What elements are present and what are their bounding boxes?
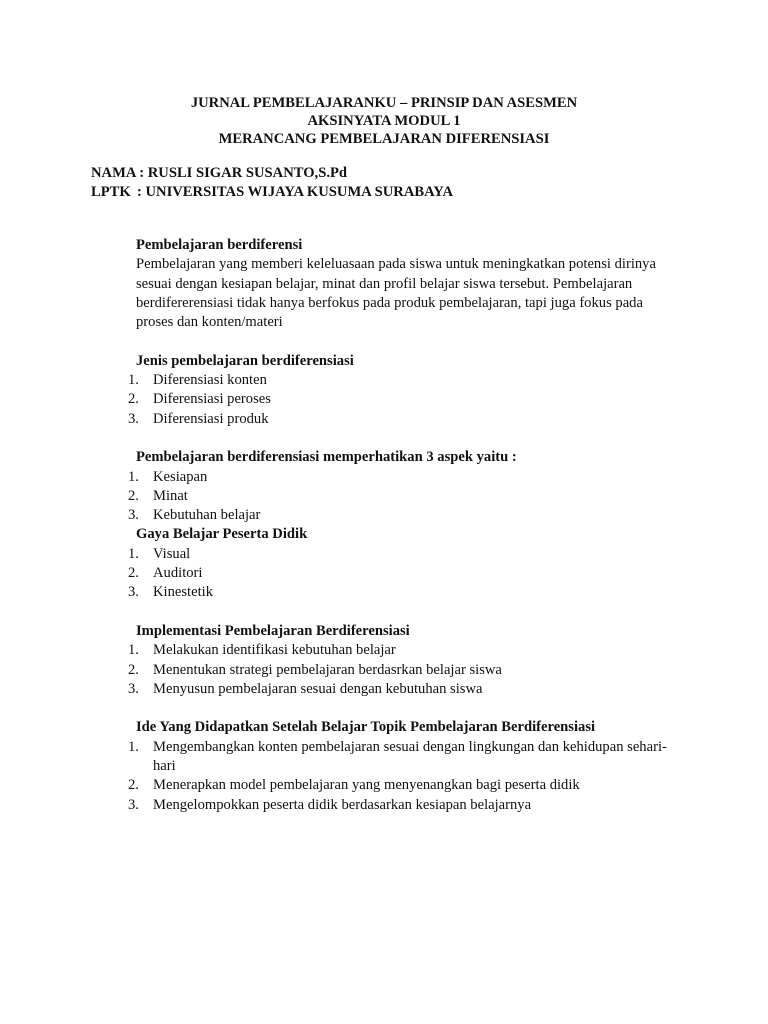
list-item: 3. Kebutuhan belajar bbox=[128, 507, 261, 524]
identity-block bbox=[91, 164, 453, 202]
list-jenis bbox=[128, 371, 681, 429]
list-aspek bbox=[128, 468, 681, 526]
title-line-3: MERANCANG PEMBELAJARAN DIFERENSIASI bbox=[218, 131, 550, 147]
title-line-2: AKSINYATA MODUL 1 bbox=[307, 113, 461, 129]
nama-label: NAMA : bbox=[91, 165, 148, 181]
document-body bbox=[128, 236, 681, 815]
list-implementasi bbox=[128, 641, 681, 699]
list-gaya bbox=[128, 545, 681, 603]
list-item: 2. Menentukan strategi pembelajaran berdasrkan belajar siswa bbox=[128, 661, 502, 678]
section-heading-implementasi: Implementasi Pembelajaran Berdiferensiasi bbox=[136, 622, 410, 639]
title-line-1: JURNAL PEMBELAJARANKU – PRINSIP DAN ASESMEN bbox=[190, 95, 578, 111]
section-heading-jenis: Jenis pembelajaran berdiferensiasi bbox=[136, 352, 354, 369]
section-body-definition: Pembelajaran yang memberi keleluasaan pada siswa untuk meningkatkan potensi dirinya sesuai dengan kesiapan belajar, minat dan profil belajar siswa tersebut. Pembelajaran berdifererensiasi tidak hanya berfokus pada produk pembelajaran, tapi juga fokus pada proses dan konten/materi bbox=[136, 256, 656, 331]
list-item: 1. Melakukan identifikasi kebutuhan belajar bbox=[128, 642, 396, 659]
list-item: 2. Menerapkan model pembelajaran yang menyenangkan bagi peserta didik bbox=[128, 777, 580, 794]
section-heading-ide: Ide Yang Didapatkan Setelah Belajar Topik Pembelajaran Berdiferensiasi bbox=[136, 719, 596, 736]
list-item: 3. Mengelompokkan peserta didik berdasarkan kesiapan belajarnya bbox=[128, 796, 532, 813]
list-item: 3. Kinestetik bbox=[128, 584, 213, 601]
lptk-label: LPTK bbox=[91, 184, 131, 200]
section-heading-gaya: Gaya Belajar Peserta Didik bbox=[136, 526, 308, 543]
document-title bbox=[0, 94, 768, 148]
section-heading-aspek: Pembelajaran berdiferensiasi memperhatikan 3 aspek yaitu : bbox=[136, 449, 517, 466]
nama-row bbox=[91, 164, 453, 183]
list-item: 1. Kesiapan bbox=[128, 468, 208, 485]
section-heading-definition: Pembelajaran berdiferensi bbox=[136, 237, 303, 253]
list-item: 1. Visual bbox=[128, 545, 191, 562]
lptk-separator: : bbox=[137, 184, 146, 200]
list-item: 1. Mengembangkan konten pembelajaran sesuai dengan lingkungan dan kehidupan sehari-hari bbox=[128, 738, 667, 775]
lptk-value: UNIVERSITAS WIJAYA KUSUMA SURABAYA bbox=[145, 184, 454, 200]
list-item: 2. Auditori bbox=[128, 565, 203, 582]
list-item: 1. Diferensiasi konten bbox=[128, 372, 267, 389]
list-item: 2. Diferensiasi peroses bbox=[128, 391, 271, 408]
nama-value: RUSLI SIGAR SUSANTO,S.Pd bbox=[147, 165, 347, 181]
list-item: 3. Diferensiasi produk bbox=[128, 410, 269, 427]
list-item: 3. Menyusun pembelajaran sesuai dengan kebutuhan siswa bbox=[128, 680, 483, 697]
list-item: 2. Minat bbox=[128, 487, 188, 504]
lptk-row bbox=[91, 183, 453, 202]
list-ide bbox=[128, 738, 681, 815]
